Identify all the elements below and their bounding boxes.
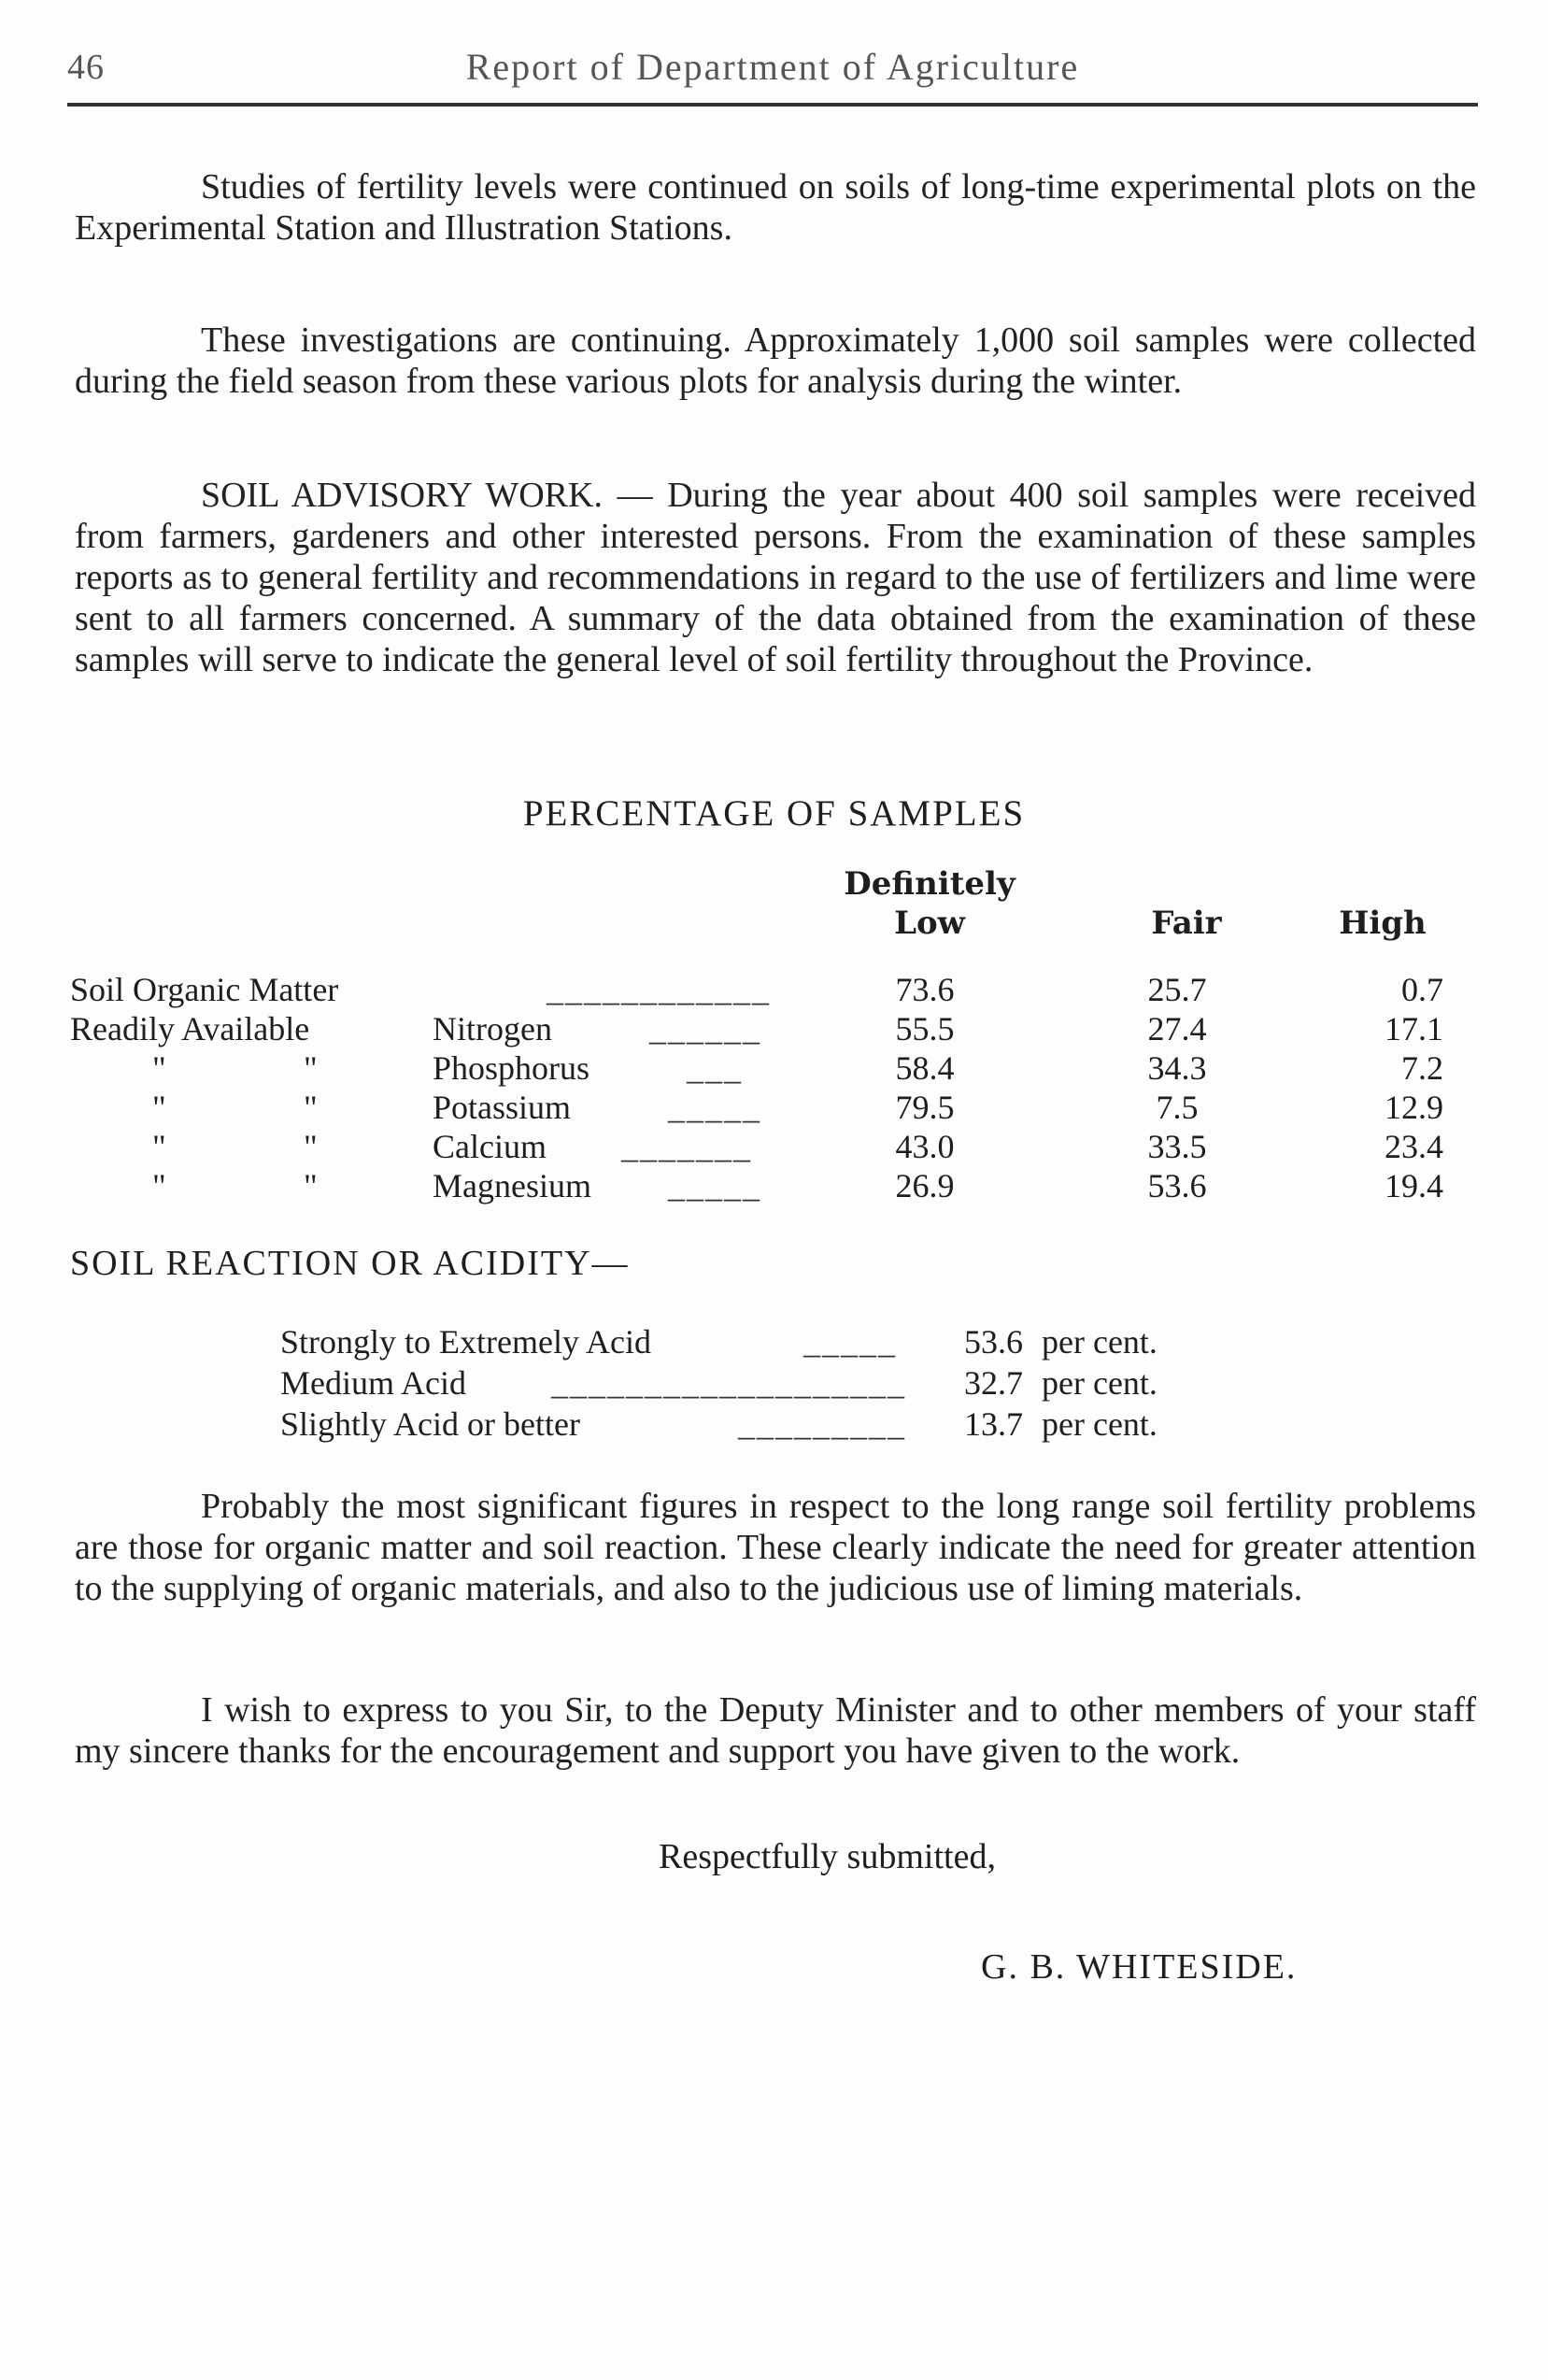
- ditto-mark: ": [152, 1089, 166, 1126]
- leader-dashes: ____________: [547, 971, 771, 1008]
- ditto-mark: ": [152, 1128, 166, 1165]
- value-fair: 27.4: [1147, 1010, 1207, 1047]
- ditto-mark: ": [152, 1049, 166, 1087]
- row-label: Readily Available: [70, 1010, 310, 1047]
- value-fair: 7.5: [1156, 1089, 1199, 1126]
- row-sublabel: Calcium: [433, 1128, 547, 1165]
- samples-table-title: PERCENTAGE OF SAMPLES: [522, 793, 1026, 834]
- paragraph-thanks: I wish to express to you Sir, to the Deputy Minister and to other members of your staff my sincere thanks for the encouragement and support you have given to the work.: [75, 1690, 1476, 1771]
- row-label: Soil Organic Matter: [70, 971, 339, 1008]
- acidity-value: 13.7: [964, 1405, 1023, 1443]
- paragraph-soil-advisory: SOIL ADVISORY WORK. — During the year about 400 soil samples were received from farmers, gardeners and other interested persons. From the examination of these samples reports as to general fertility and recommendations in regard to the use of fertilizers and lime were sent to all farmers concerned. A summary of the data obtained from the examination of these samples will serve to indicate the general level of soil fertility throughout the Province.: [75, 476, 1476, 679]
- leader-dashes: ___________________: [551, 1364, 906, 1402]
- acidity-value: 53.6: [964, 1323, 1023, 1361]
- value-high: 12.9: [1385, 1089, 1443, 1126]
- value-high: 7.2: [1401, 1049, 1443, 1087]
- table-row: [70, 1088, 1471, 1127]
- value-high: 0.7: [1401, 971, 1443, 1008]
- leader-dashes: _______: [621, 1128, 752, 1165]
- table-row: [70, 1166, 1471, 1205]
- table-row: [70, 1009, 1471, 1048]
- column-header-low-line2: Low: [894, 905, 965, 942]
- row-sublabel: Nitrogen: [433, 1010, 552, 1047]
- row-sublabel: Potassium: [433, 1089, 572, 1126]
- signature: G. B. WHITESIDE.: [981, 1947, 1298, 1987]
- leader-dashes: ______: [649, 1010, 761, 1047]
- acidity-label: Strongly to Extremely Acid: [280, 1323, 651, 1361]
- table-row: [70, 1048, 1471, 1088]
- value-low: 26.9: [895, 1167, 955, 1204]
- acidity-unit: per cent.: [1042, 1323, 1157, 1361]
- leader-dashes: _________: [738, 1405, 906, 1443]
- row-sublabel: Magnesium: [433, 1167, 591, 1204]
- column-header-low-line1: Definitely: [844, 865, 1015, 903]
- table-row: [70, 970, 1471, 1009]
- value-low: 73.6: [895, 971, 955, 1008]
- acidity-heading: SOIL REACTION OR ACIDITY—: [70, 1244, 630, 1283]
- acidity-row: [280, 1321, 1261, 1362]
- acidity-label: Medium Acid: [280, 1364, 466, 1402]
- ditto-mark: ": [304, 1167, 318, 1204]
- closing-line: Respectfully submitted,: [659, 1837, 996, 1876]
- value-high: 17.1: [1385, 1010, 1443, 1047]
- value-low: 43.0: [895, 1128, 955, 1165]
- ditto-mark: ": [152, 1167, 166, 1204]
- ditto-mark: ": [304, 1049, 318, 1087]
- value-low: 58.4: [895, 1049, 955, 1087]
- page-header: [67, 37, 1478, 112]
- paragraph-significant-figures: Probably the most significant figures in respect to the long range soil fertility problems are those for organic matter and soil reaction. These clearly indicate the need for greater attention to the supplying of organic materials, and also to the judicious use of liming materials.: [75, 1487, 1476, 1608]
- page-number: 46: [67, 48, 105, 87]
- column-header-high: High: [1339, 905, 1427, 942]
- header-rule: [67, 103, 1478, 107]
- leader-dashes: ___: [687, 1049, 743, 1087]
- running-title: Report of Department of Agriculture: [465, 46, 1080, 88]
- paragraph-fertility-studies: Studies of fertility levels were continued on soils of long-time experimental plots on the Experimental Station and Illustration Stations.: [75, 167, 1476, 248]
- ditto-mark: ": [304, 1128, 318, 1165]
- value-high: 19.4: [1385, 1167, 1443, 1204]
- column-header-fair: Fair: [1151, 905, 1222, 942]
- value-high: 23.4: [1385, 1128, 1443, 1165]
- leader-dashes: _____: [668, 1089, 761, 1126]
- row-sublabel: Phosphorus: [433, 1049, 590, 1087]
- value-fair: 33.5: [1147, 1128, 1207, 1165]
- leader-dashes: _____: [668, 1167, 761, 1204]
- acidity-unit: per cent.: [1042, 1364, 1157, 1402]
- value-fair: 34.3: [1147, 1049, 1207, 1087]
- acidity-unit: per cent.: [1042, 1405, 1157, 1443]
- value-low: 55.5: [895, 1010, 955, 1047]
- acidity-row: [280, 1362, 1261, 1404]
- ditto-mark: ": [304, 1089, 318, 1126]
- value-fair: 25.7: [1147, 971, 1207, 1008]
- acidity-row: [280, 1404, 1261, 1445]
- acidity-label: Slightly Acid or better: [280, 1405, 580, 1443]
- value-fair: 53.6: [1147, 1167, 1207, 1204]
- leader-dashes: _____: [803, 1323, 897, 1361]
- table-row: [70, 1127, 1471, 1166]
- paragraph-investigations: These investigations are continuing. Approximately 1,000 soil samples were collected during the field season from these various plots for analysis during the winter.: [75, 321, 1476, 401]
- column-header-definitely-low: [822, 864, 1037, 943]
- acidity-value: 32.7: [964, 1364, 1023, 1402]
- value-low: 79.5: [895, 1089, 955, 1126]
